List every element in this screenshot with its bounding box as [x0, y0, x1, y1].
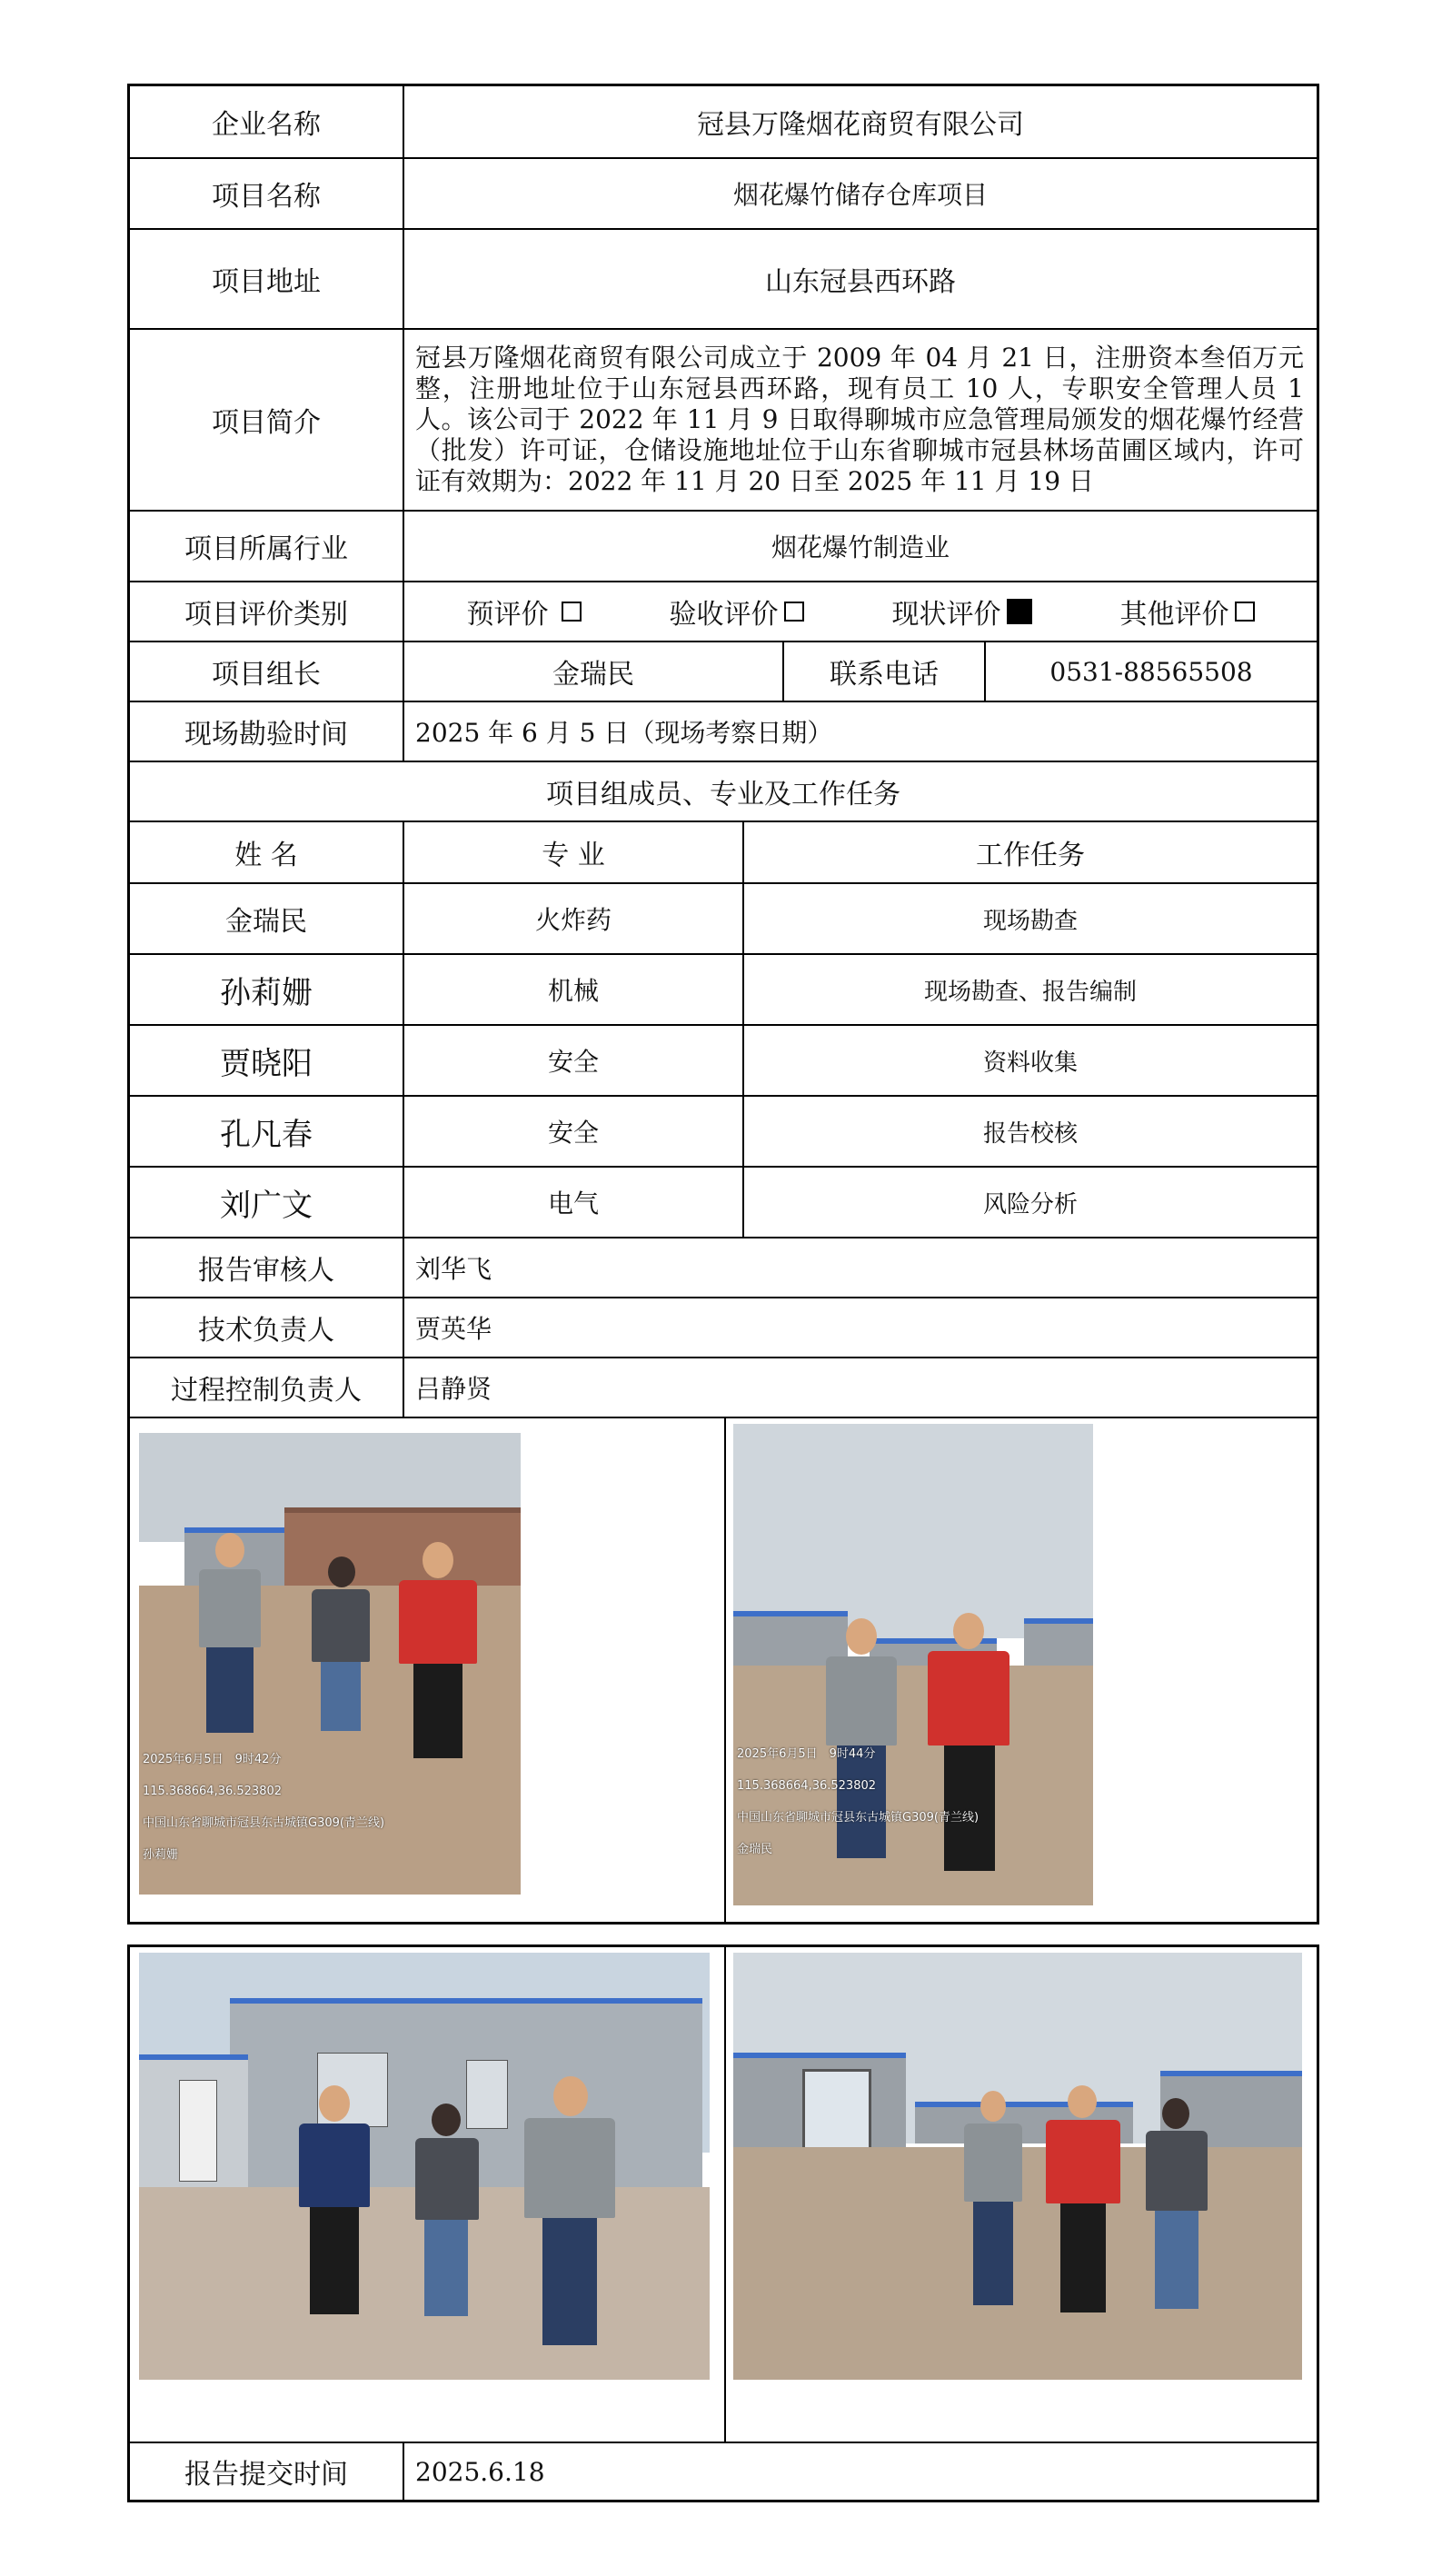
stamp-coords: 115.368664,36.523802	[143, 1785, 283, 1798]
member-task: 报告校核	[742, 1097, 1317, 1166]
member-major: 安全	[403, 1097, 742, 1166]
row-members-title	[130, 762, 1317, 822]
person	[293, 2085, 373, 2316]
member-row	[130, 1168, 1317, 1238]
eval-option-accept[interactable]	[670, 592, 804, 632]
eval-option-pre-label: 预评价	[466, 599, 549, 631]
reviewer-value: 刘华飞	[403, 1238, 1317, 1297]
member-major: 安全	[403, 1026, 742, 1095]
member-name: 刘广文	[220, 1187, 313, 1224]
site-photo-4	[733, 1953, 1302, 2380]
row-survey-time	[130, 702, 1317, 762]
member-name: 贾晓阳	[220, 1045, 313, 1082]
checkbox-pre[interactable]	[562, 602, 582, 622]
phone-value: 0531-88565508	[984, 642, 1317, 701]
info-table	[127, 84, 1319, 1925]
member-task: 资料收集	[742, 1026, 1317, 1095]
stamp-location: 中国山东省聊城市冠县东古城镇G309(青兰线)	[737, 1811, 980, 1825]
member-name: 孙莉姗	[220, 974, 313, 1011]
eval-option-pre[interactable]	[467, 592, 582, 632]
row-process	[130, 1358, 1317, 1418]
person	[519, 2076, 621, 2347]
checkbox-other[interactable]	[1235, 602, 1255, 622]
person	[395, 1542, 481, 1758]
stamp-coords: 115.368664,36.523802	[737, 1779, 877, 1793]
row-eval-type	[130, 582, 1317, 642]
industry-value: 烟花爆竹制造业	[403, 512, 1317, 581]
photo-stamp	[737, 1747, 979, 1856]
row-company	[130, 86, 1317, 159]
row-leader	[130, 642, 1317, 702]
project-name-label: 项目名称	[212, 181, 321, 213]
stamp-time: 2025年6月5日 9时42分	[143, 1753, 282, 1766]
sky	[733, 1424, 1093, 1638]
company-label: 企业名称	[212, 109, 321, 141]
header-major: 专 业	[403, 822, 742, 882]
row-submit	[130, 2443, 1317, 2500]
leader-label: 项目组长	[212, 659, 321, 691]
header-task: 工作任务	[742, 822, 1317, 882]
survey-time-value: 2025 年 6 月 5 日（现场考察日期）	[403, 702, 1317, 761]
row-address	[130, 230, 1317, 330]
eval-options	[403, 582, 1317, 641]
members-title: 项目组成员、专业及工作任务	[546, 779, 900, 811]
eval-option-accept-label: 验收评价	[669, 599, 779, 631]
submit-value: 2025.6.18	[403, 2443, 1317, 2500]
person	[1142, 2098, 1211, 2311]
stamp-person: 金瑞民	[737, 1843, 773, 1856]
tech-value: 贾英华	[403, 1298, 1317, 1357]
person	[1042, 2085, 1124, 2314]
project-name-value: 烟花爆竹储存仓库项目	[403, 159, 1317, 228]
row-photos-1	[130, 1418, 1317, 1922]
row-intro	[130, 330, 1317, 512]
person	[412, 2104, 481, 2318]
address-value: 山东冠县西环路	[403, 230, 1317, 328]
row-reviewer	[130, 1238, 1317, 1298]
process-value: 吕静贤	[403, 1358, 1317, 1417]
site-photo-3	[139, 1953, 710, 2380]
checkbox-status[interactable]	[1007, 599, 1032, 624]
member-task: 风险分析	[742, 1168, 1317, 1237]
eval-option-status-label: 现状评价	[891, 599, 1001, 631]
member-major: 火炸药	[403, 884, 742, 953]
row-industry	[130, 512, 1317, 582]
eval-option-status[interactable]	[892, 592, 1032, 632]
row-project-name	[130, 159, 1317, 230]
eval-option-other[interactable]	[1120, 592, 1255, 632]
door	[179, 2080, 217, 2182]
leader-value: 金瑞民	[403, 642, 782, 701]
photo-stamp	[143, 1753, 384, 1862]
stamp-person: 孙莉姗	[143, 1848, 179, 1862]
member-row	[130, 1026, 1317, 1097]
member-name: 金瑞民	[225, 906, 307, 938]
stamp-location: 中国山东省聊城市冠县东古城镇G309(青兰线)	[143, 1816, 385, 1830]
intro-label: 项目简介	[212, 407, 321, 439]
member-row	[130, 955, 1317, 1026]
row-photos-2	[130, 1947, 1317, 2443]
member-name: 孔凡春	[220, 1116, 313, 1153]
address-label: 项目地址	[212, 266, 321, 298]
member-major: 电气	[403, 1168, 742, 1237]
person	[194, 1533, 266, 1733]
industry-label: 项目所属行业	[184, 533, 348, 565]
survey-time-label: 现场勘验时间	[184, 719, 348, 751]
member-major: 机械	[403, 955, 742, 1024]
process-label: 过程控制负责人	[171, 1375, 362, 1407]
member-row	[130, 884, 1317, 955]
member-row	[130, 1097, 1317, 1168]
row-members-header	[130, 822, 1317, 884]
submit-label: 报告提交时间	[184, 2459, 348, 2491]
reviewer-label: 报告审核人	[198, 1255, 334, 1287]
company-value: 冠县万隆烟花商贸有限公司	[403, 86, 1317, 157]
stamp-time: 2025年6月5日 9时44分	[737, 1747, 876, 1761]
member-task: 现场勘查	[742, 884, 1317, 953]
person	[960, 2091, 1026, 2307]
phone-label: 联系电话	[782, 642, 984, 701]
eval-option-other-label: 其他评价	[1119, 599, 1229, 631]
checkbox-accept[interactable]	[784, 602, 804, 622]
site-photo-1	[139, 1433, 521, 1895]
site-photo-2	[733, 1424, 1093, 1905]
tech-label: 技术负责人	[198, 1315, 334, 1347]
eval-type-label: 项目评价类别	[184, 599, 348, 631]
header-name: 姓 名	[234, 840, 298, 871]
row-tech	[130, 1298, 1317, 1358]
person	[308, 1557, 373, 1731]
member-task: 现场勘查、报告编制	[742, 955, 1317, 1024]
intro-value: 冠县万隆烟花商贸有限公司成立于 2009 年 04 月 21 日，注册资本叁佰万元整，注册地址位于山东冠县西环路，现有员工 10 人，专职安全管理人员 1 人。该公司于 2022 年 11 月 9 日取得聊城市应急管理局颁发的烟花爆竹经营（批发）许可证，仓储设施地址位于山东省聊城市冠县林场苗圃区域内，许可证有效期为：2022 年 11 月 20 日至 2025 年 11 月 19 日	[403, 330, 1317, 510]
photo-table	[127, 1944, 1319, 2502]
